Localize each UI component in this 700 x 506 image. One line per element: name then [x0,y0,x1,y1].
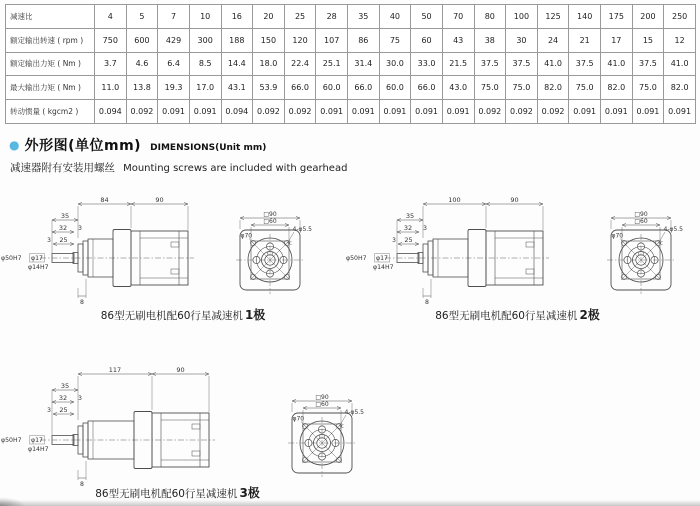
spec-cell: 86 [348,28,380,52]
dimension-label: 32 [58,224,68,232]
spec-cell: 60 [411,28,443,52]
spec-cell: 24 [537,28,569,52]
spec-cell: 0.091 [379,100,411,124]
spec-cell: 21 [569,28,601,52]
dimension-label: φ70 [292,415,305,423]
dimension-label: 4-φ5.5 [663,226,683,233]
drawing-caption-3stage [30,484,325,501]
section-header [9,135,266,155]
spec-cell: 60.0 [379,76,411,100]
spec-cell: 35 [348,5,380,29]
drawing-line [340,415,347,426]
spec-cell: 17 [601,28,633,52]
spec-cell: 10 [189,5,221,29]
dimension-label: φ70 [240,232,253,240]
spec-cell: 125 [537,5,569,29]
dimension-drawing-1stage [0,190,340,320]
caption-text: 86型无刷电机配60行星减速机 [95,488,238,500]
spec-cell: 43.0 [442,76,474,100]
spec-cell: 0.092 [253,100,285,124]
dimension-label: 4-φ5.5 [292,226,312,233]
spec-cell: 7 [158,5,190,29]
caption-text: 86型无刷电机配60行星减速机 [100,310,243,322]
spec-row-label: 减速比 [6,5,95,29]
spec-cell: 0.092 [537,100,569,124]
spec-cell: 200 [632,5,664,29]
dimension-label: φ50H7 [1,437,22,445]
page-corner-shadow [0,497,26,506]
drawing-line [659,232,666,243]
drawing-line [288,232,295,243]
spec-cell: 0.091 [442,100,474,124]
dimension-label: 35 [60,382,70,390]
dimension-label: φ14H7 [28,446,49,453]
spec-cell: 25 [284,5,316,29]
spec-cell: 11.0 [95,76,127,100]
dimension-label: 3 [392,237,396,244]
spec-cell: 37.5 [569,52,601,76]
dimension-label: □90 [315,394,329,401]
spec-cell: 0.091 [601,100,633,124]
drawing-rect [526,269,534,274]
dimension-label: 3 [47,237,51,244]
spec-cell: 4 [95,5,127,29]
spec-row-label: 转动惯量 ( kgcm2 ) [6,100,95,124]
spec-cell: 15 [632,28,664,52]
spec-cell: 80 [474,5,506,29]
dimension-label: 32 [58,394,68,402]
dimension-label: 8 [425,299,429,306]
spec-row-label: 最大输出力矩 ( Nm ) [6,76,95,100]
spec-cell: 19.3 [158,76,190,100]
dimension-label: φ17 [31,437,43,445]
spec-cell: 41.0 [537,52,569,76]
spec-cell: 43.1 [221,76,253,100]
spec-cell: 0.092 [284,100,316,124]
section-note-cn: 减速器附有安装用螺丝 [10,162,115,174]
section-note-en: Mounting screws are included with gearhead [123,163,348,174]
spec-row-label: 额定输出力矩 ( Nm ) [6,52,95,76]
drawing-rect [192,451,200,456]
section-title-cn: 外形图(单位mm) [24,138,142,154]
drawing-rect [192,424,200,429]
dimension-label: 35 [405,212,415,220]
section-note [10,156,347,175]
spec-cell: 429 [158,28,190,52]
section-bullet-icon: ● [9,138,20,152]
spec-cell: 66.0 [411,76,443,100]
dimension-label: 8 [80,299,84,306]
spec-cell: 66.0 [348,76,380,100]
spec-row [6,76,696,100]
spec-cell: 75.0 [569,76,601,100]
spec-cell: 100 [506,5,538,29]
spec-cell: 82.0 [664,76,696,100]
spec-cell: 150 [253,28,285,52]
caption-text: 86型无刷电机配60行星减速机 [435,310,578,322]
spec-cell: 70 [442,5,474,29]
dimension-label: 100 [448,196,461,204]
spec-cell: 37.5 [474,52,506,76]
spec-cell: 175 [601,5,633,29]
dimension-label: 25 [404,236,413,244]
drawing-rect [171,242,179,247]
section-title-en: DIMENSIONS(Unit mm) [150,143,267,153]
spec-cell: 82.0 [601,76,633,100]
caption-stage: 2极 [579,308,600,322]
spec-cell: 41.0 [664,52,696,76]
caption-stage: 1极 [244,308,266,322]
spec-cell: 12 [664,28,696,52]
spec-cell: 0.094 [95,100,127,124]
spec-row [6,5,696,29]
dimension-label: □60 [315,401,329,408]
spec-cell: 53.9 [253,76,285,100]
dimension-label: 4-φ5.5 [344,409,364,416]
dimension-label: φ17 [376,255,388,263]
spec-cell: 40 [379,5,411,29]
spec-cell: 300 [189,28,221,52]
spec-row-label: 额定输出转速 ( rpm ) [6,28,95,52]
spec-cell: 66.0 [284,76,316,100]
dimension-label: 25 [59,406,68,414]
dimension-label: 3 [78,395,82,402]
spec-cell: 37.5 [506,52,538,76]
dimension-label: 35 [60,212,70,220]
spec-table [5,4,696,124]
dimension-label: φ17 [31,255,43,263]
dimension-label: 3 [78,225,82,232]
spec-cell: 0.091 [158,100,190,124]
spec-cell: 120 [284,28,316,52]
spec-cell: 0.092 [474,100,506,124]
spec-cell: 0.091 [316,100,348,124]
spec-cell: 37.5 [632,52,664,76]
dimension-label: 117 [108,366,122,374]
dimension-label: 84 [100,196,109,204]
spec-cell: 0.091 [189,100,221,124]
dimension-drawing-2stage [345,190,700,320]
page-edge-shadow [0,500,700,506]
spec-cell: 0.091 [411,100,443,124]
spec-cell: 28 [316,5,348,29]
spec-cell: 13.8 [126,76,158,100]
spec-cell: 22.4 [284,52,316,76]
spec-cell: 0.091 [569,100,601,124]
drawing-rect [171,269,179,274]
spec-cell: 3.7 [95,52,127,76]
spec-cell: 75.0 [632,76,664,100]
spec-cell: 0.092 [126,100,158,124]
caption-stage: 3极 [239,486,260,500]
spec-cell: 4.6 [126,52,158,76]
spec-cell: 21.5 [442,52,474,76]
spec-cell: 60.0 [316,76,348,100]
dimension-label: 32 [403,224,413,232]
dimension-label: □60 [263,218,277,225]
spec-cell: 75.0 [474,76,506,100]
spec-cell: 0.091 [632,100,664,124]
spec-cell: 0.092 [506,100,538,124]
dimension-label: φ50H7 [346,255,367,263]
spec-cell: 6.4 [158,52,190,76]
spec-cell: 41.0 [601,52,633,76]
drawing-rect [526,242,534,247]
spec-row [6,52,696,76]
spec-cell: 600 [126,28,158,52]
spec-cell: 43 [442,28,474,52]
spec-cell: 250 [664,5,696,29]
dimension-label: 90 [510,196,519,204]
spec-cell: 5 [126,5,158,29]
spec-cell: 25.1 [316,52,348,76]
drawing-caption-1stage [38,306,328,323]
dimension-label: 90 [155,196,164,204]
dimension-label: φ14H7 [373,264,394,271]
dimension-label: φ14H7 [28,264,49,271]
spec-cell: 30 [506,28,538,52]
dimension-label: 8 [80,481,84,488]
spec-cell: 18.0 [253,52,285,76]
spec-cell: 75 [379,28,411,52]
dimension-label: 25 [59,236,68,244]
spec-cell: 20 [253,5,285,29]
spec-cell: 107 [316,28,348,52]
spec-cell: 17.0 [189,76,221,100]
dimension-label: φ50H7 [1,255,22,263]
spec-cell: 0.091 [348,100,380,124]
dimension-label: □90 [634,211,648,218]
spec-cell: 16 [221,5,253,29]
spec-cell: 8.5 [189,52,221,76]
spec-cell: 50 [411,5,443,29]
spec-row [6,28,696,52]
spec-cell: 75.0 [506,76,538,100]
spec-cell: 0.091 [664,100,696,124]
spec-cell: 14.4 [221,52,253,76]
spec-cell: 33.0 [411,52,443,76]
dimension-label: φ70 [611,232,624,240]
spec-cell: 188 [221,28,253,52]
dimension-label: □90 [263,211,277,218]
spec-cell: 140 [569,5,601,29]
dimension-label: 3 [47,407,51,414]
spec-row [6,100,696,124]
spec-cell: 38 [474,28,506,52]
spec-cell: 31.4 [348,52,380,76]
dimension-label: □60 [634,218,648,225]
dimension-label: 90 [176,366,185,374]
dimension-label: 3 [423,225,427,232]
spec-cell: 30.0 [379,52,411,76]
drawing-caption-2stage [375,306,660,323]
spec-cell: 82.0 [537,76,569,100]
spec-cell: 750 [95,28,127,52]
spec-cell: 0.094 [221,100,253,124]
